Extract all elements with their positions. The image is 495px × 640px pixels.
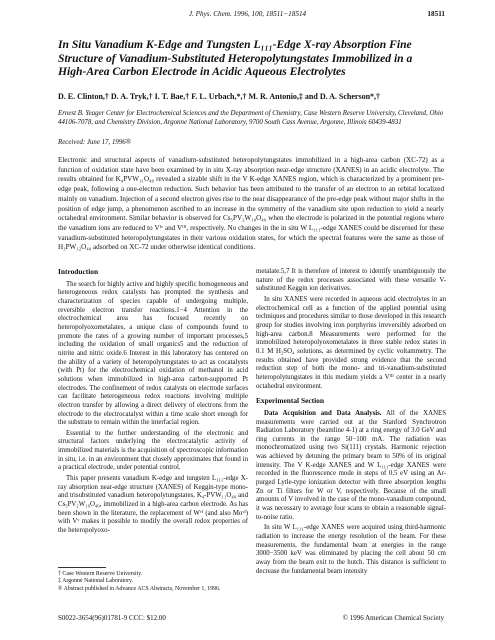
- abstract: Electronic and structural aspects of vanadium-substituted heteropolytungstates immobilized in a high-area carbon (XC-72) as a function of oxidation state have been examined by in situ X-ray absorption near-edge structure (XANES) in an acidic electrolyte. The results obtained for K₄PVW₁₁O₄₀ revealed a sizable shift in the V K-edge XANES region, which is characterized by a prominent pre-edge peak, following a one-electron reduction. Such behavior has been attributed to the transfer of an electron to an orbital localized mainly on vanadium. Injection of a second electron gives rise to the near disappearance of the pre-edge peak without major shifts in the position of edge jump, a phenomenon ascribed to an increase in the symmetry of the vanadium site upon reduction to yield a nearly octahedral environment. Similar behavior is observed for Cs₅PV₂W₁₀O₄₀ when the electrode is polarized in the potential regions where the vanadium ions are reduced to Vᴵᵛ and Vᴵᴵᴵ, respectively. No changes in the in situ W L₁₁₁-edge XANES could be discerned for these vanadium-substituted heteropolytungstates in their various oxidation states, for which the spectral features were the same as those of H₃PW₁₂O₄₀ adsorbed on XC-72 under otherwise identical conditions.: [58, 156, 444, 252]
- running-header: [60, 10, 445, 22]
- paragraph: Essential to the further understanding of the electronic and structural factors underlying the electrocatalytic activity of immobilized materials is the acquisition of spectroscopic information in situ, i.e. in an environment that closely approximates that found in a practical electrode, under potential control.: [58, 429, 248, 472]
- footnote: ‡ Argonne National Laboratory.: [58, 578, 134, 585]
- footnote-rule: [58, 567, 106, 568]
- paragraph: In situ W L₁₁₁-edge XANES were acquired using third-harmonic radiation to increase the energy resolution of the beam. For these measurements, the fundamental beam at energies in the range 3000−3500 keV was eliminated by placing the cell about 50 cm away from the beam exit to the hutch. This distance is sufficient to decrease the fundamental beam intensity: [256, 524, 446, 575]
- paragraph: This paper presents vanadium K-edge and tungsten L₁₁₁-edge X-ray absorption near-edge structure (XANES) of Keggin-type mono- and trisubstituted vanadium heteropolytungstates, K₄-PVW₁₁O₄₀ and Cs₅PV₂W₁₀O₄₀, immobilized in a high-area carbon electrode. As has been shown in the literature, the replacement of Wᵛᴵ (and also Moᵛᴵ) with Vᵛ makes it possible to modify the overall redox properties of the heteropolyoxo-: [58, 475, 248, 535]
- article-code: S0022-3654(96)01781-9 CCC: $12.00: [58, 614, 166, 622]
- page-number: 18511: [427, 10, 445, 18]
- section-heading-experimental: Experimental Section: [256, 396, 324, 406]
- footnote: † Case Western Reserve University.: [58, 571, 143, 577]
- paragraph-text: All of the XANES measurements were carried out at the Stanford Synchrotron Radiation Laboratory (beamline 4-1) at a ring energy of 3.0 GeV and ring currents in the range 50−100 mA. The radiation was monochromatized using two Si(111) crystals. Harmonic rejection was achieved by detuning the primary beam to 50% of its original intensity. The V K-edge XANES and W L₁₁₁-edge XANES were recorded in the fluorescence mode in steps of 0.5 eV using an Ar-purged Lytle-type ionization detector with three absorption lengths Zn or Ti filters for W or V, respectively. Because of the small amounts of V involved in the case of the mono-vanadium compound, it was necessary to average four scans to obtain a reasonable signal-to-noise ratio.: [256, 409, 446, 521]
- paragraph: [256, 410, 446, 523]
- paragraph: metalate.5,7 It is therefore of interest to identify unambiguously the nature of the redox processes associated with these versatile V-substituted Keggin ion derivatives.: [256, 268, 446, 293]
- affiliation: Ernest B. Yeager Center for Electrochemical Sciences and the Department of Chemistry, Case Western Reserve University, Cleveland, Ohio 44106-7078, and Chemistry Division, Argonne National Laboratory, 9700 South Cass Avenue, Argonne, Illinois 60439-4831: [58, 110, 444, 126]
- right-column: [256, 268, 446, 578]
- author-list: D. E. Clinton,† D. A. Tryk,† I. T. Bae,† F. L. Urbach,*,† M. R. Antonio,‡ and D. A. Scherson*,†: [58, 92, 381, 101]
- article-title: In Situ Vanadium K-Edge and Tungsten L₁₁₁-Edge X-ray Absorption Fine Structure of Vanadium-Substituted Heteropolytungstates Immobilized in a High-Area Carbon Electrode in Acidic Aqueous Electrolytes: [58, 38, 413, 78]
- footnotes: [58, 567, 248, 593]
- journal-reference: J. Phys. Chem. 1996, 100, 18511−18514: [188, 10, 307, 18]
- received-date: Received: June 17, 1996®: [58, 139, 131, 146]
- paragraph: In situ XANES were recorded in aqueous acid electrolytes in an electrochemical cell as a function of the applied potential using techniques and procedures similar to those developed in this research group for studies involving iron porphyrins irreversibly adsorbed on high-area carbon.8 Measurements were performed for the immobilized heteropolyoxometalates in three stable redox states in 0.1 M H₂SO₄ solutions, as determined by cyclic voltammetry. The results obtained have provided strong evidence that the second reduction step of both the mono- and tri-vanadium-substituted heteropolytungstates in this medium yields a Vᴵᴵᴵ center in a nearly octahedral environment.: [256, 295, 446, 390]
- footnote: ® Abstract published in Advance ACS Abstracts, November 1, 1996.: [58, 585, 221, 592]
- left-column: [58, 268, 248, 538]
- paragraph: The search for highly active and highly specific homogeneous and heterogeneous redox catalysts has prompted the synthesis and characterization of species capable of undergoing multiple, reversible electron transfer reactions.1−4 Attention in the electrochemical area has focused recently on heteropolyoxometalates, a unique class of compounds found to promote the rates of a growing number of important processes,5 including the oxidation of small organics5 and the reduction of nitrite and nitric oxide.6 Interest in this laboratory has centered on the ability of a variety of heteropolytungstates to act as cocatalysts (with Pt) for the electrochemical oxidation of methanol in acid solutions when immobilized in high-area carbon-supported Pt electrodes. The confinement of redox catalysts on electrode surfaces can facilitate heterogeneous redox reactions involving multiple electron transfer by allowing a direct delivery of electrons from the electrode to the electrocatalyst within a time scale short enough for the substrate to remain within the interfacial region.: [58, 280, 248, 427]
- copyright: © 1996 American Chemical Society: [342, 614, 444, 622]
- subsection-heading: Data Acquisition and Data Analysis.: [264, 409, 382, 417]
- section-heading-introduction: Introduction: [58, 267, 99, 276]
